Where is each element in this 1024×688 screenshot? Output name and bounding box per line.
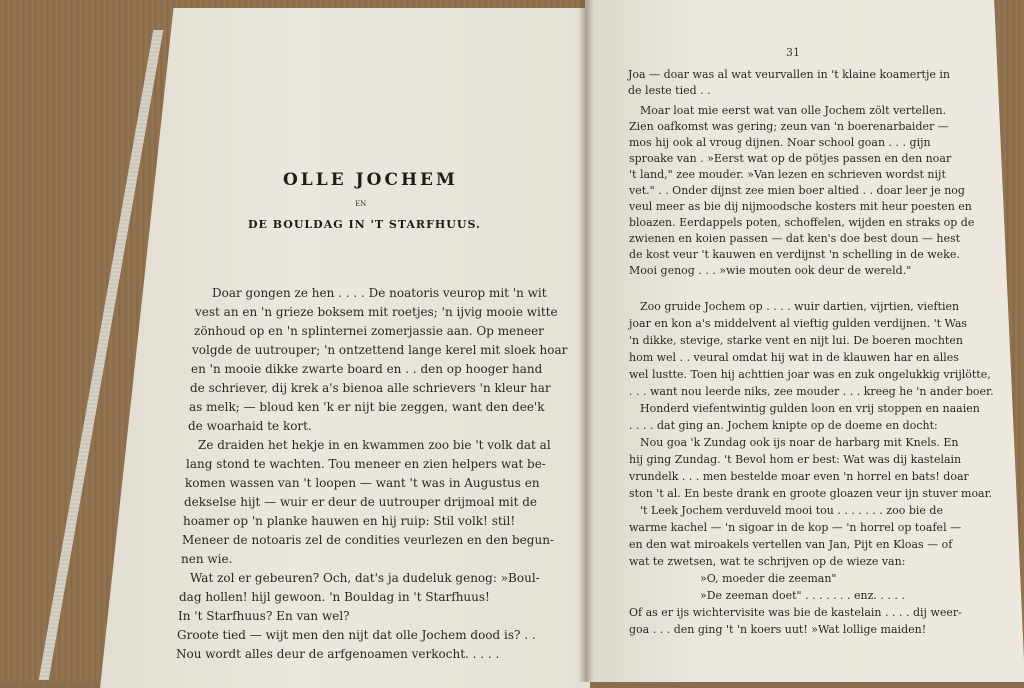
text-line: volgde de uutrouper; 'n ontzettend lange kerel mit sloek hoar bbox=[192, 343, 568, 357]
text-line: en 'n mooie dikke zwarte board en . . den op hooger hand bbox=[191, 362, 543, 376]
text-line: . . . . dat ging an. Jochem knipte op de doeme en docht: bbox=[629, 419, 938, 432]
text-line: vest an en 'n grieze boksem mit roetjes; 'n ijvig mooie witte bbox=[195, 305, 558, 319]
text-line: dekselse hijt — wuir er deur de uutrouper drijmoal mit de bbox=[184, 495, 537, 509]
text-line: . . . want nou leerde niks, zee mouder . . . kreeg he 'n ander boer. bbox=[629, 385, 994, 398]
text-line: Moar loat mie eerst wat van olle Jochem zölt vertellen. bbox=[640, 104, 947, 117]
text-line: 'n dikke, stevige, starke vent en nijt lui. De boeren mochten bbox=[629, 334, 963, 347]
text-line: wel lustte. Toen hij achttien joar was en zuk ongelukkig vrijlötte, bbox=[629, 368, 991, 381]
text-line: en den wat miroakels vertellen van Jan, Pijt en Kloas — of bbox=[629, 538, 953, 551]
text-line: goa . . . den ging 't 'n koers uut! »Wat lollige maiden! bbox=[629, 623, 927, 636]
text-line: joar en kon a's middelvent al vieftig gulden verdijnen. 't Was bbox=[629, 317, 968, 330]
chapter-subtitle: DE BOULDAG IN 'T STARFHUUS. bbox=[248, 218, 481, 231]
text-line: Zien oafkomst was gering; zeun van 'n boerenarbaider — bbox=[629, 120, 949, 133]
text-line: »O, moeder die zeeman" bbox=[700, 572, 837, 585]
text-line: wat te zwetsen, wat te schrijven op de wieze van: bbox=[629, 555, 906, 568]
text-line: dag hollen! hijl gewoon. 'n Bouldag in 't Starfhuus! bbox=[179, 590, 490, 604]
text-line: vet." . . Onder dijnst zee mien boer altied . . doar leer je nog bbox=[629, 184, 965, 197]
text-line: bloazen. Eerdappels poten, schoffelen, wijden en straks op de bbox=[629, 216, 975, 229]
text-line: sproake van . »Eerst wat op de pötjes passen en den noar bbox=[629, 152, 952, 165]
text-line: Wat zol er gebeuren? Och, dat's ja dudeluk genog: »Boul- bbox=[190, 571, 540, 585]
text-line: zönhoud op en 'n splinternei zomerjassie aan. Op meneer bbox=[194, 324, 544, 338]
text-line: Nou wordt alles deur de arfgenoamen verkocht. . . . . bbox=[176, 647, 500, 661]
text-line: Groote tied — wijt men den nijt dat olle Jochem dood is? . . bbox=[177, 628, 536, 642]
text-line: zwienen en koien passen — dat ken's doe best doun — hest bbox=[629, 232, 961, 245]
text-line: In 't Starfhuus? En van wel? bbox=[178, 609, 350, 623]
page-number: 31 bbox=[786, 46, 800, 59]
book-gutter bbox=[578, 0, 594, 682]
text-line: Nou goa 'k Zundag ook ijs noar de harbarg mit Knels. En bbox=[640, 436, 959, 449]
chapter-title: OLLE JOCHEM bbox=[283, 170, 458, 190]
text-line: vrundelk . . . men bestelde moar even 'n horrel en bats! doar bbox=[629, 470, 969, 483]
text-line: as melk; — bloud ken 'k er nijt bie zeggen, want den dee'k bbox=[189, 400, 545, 414]
text-line: de schriever, dij krek a's bienoa alle schrievers 'n kleur har bbox=[190, 381, 551, 395]
text-line: Meneer de notoaris zel de condities veurlezen en den begun- bbox=[182, 533, 554, 547]
text-line: de woarhaid te kort. bbox=[188, 419, 312, 433]
text-line: ston 't al. En beste drank en groote gloazen veur ijn stuver moar. bbox=[629, 487, 993, 500]
text-line: warme kachel — 'n sigoar in de kop — 'n horrel op toafel — bbox=[629, 521, 962, 534]
text-line: Doar gongen ze hen . . . . De noatoris veurop mit 'n wit bbox=[212, 286, 547, 300]
text-line: hij ging Zundag. 't Bevol hom er best: Wat was dij kastelain bbox=[629, 453, 962, 466]
text-line: veul meer as bie dij nijmoodsche kosters mit heur poesten en bbox=[629, 200, 972, 213]
text-line: hoamer op 'n planke hauwen en hij ruip: Stil volk! stil! bbox=[183, 514, 516, 528]
text-line: Zoo gruide Jochem op . . . . wuir dartien, vijrtien, vieftien bbox=[640, 300, 960, 313]
text-line: de leste tied . . bbox=[628, 84, 711, 97]
text-line: 't land," zee mouder. »Van lezen en schrieven wordst nijt bbox=[629, 168, 946, 181]
text-line: Of as er ijs wichtervisite was bie de kastelain . . . . dij weer- bbox=[629, 606, 962, 619]
text-line: komen wassen van 't loopen — want 't was in Augustus en bbox=[185, 476, 540, 490]
text-line: Ze draiden het hekje in en kwammen zoo bie 't volk dat al bbox=[198, 438, 551, 452]
text-line: mos hij ook al vroug dijnen. Noar school goan . . . gijn bbox=[629, 136, 931, 149]
text-line: 't Leek Jochem verduveld mooi tou . . . . . . . zoo bie de bbox=[640, 504, 943, 517]
text-line: Mooi genog . . . »wie mouten ook deur de wereld." bbox=[629, 264, 912, 277]
text-line: de kost veur 't kauwen en verdijnst 'n schelling in de weke. bbox=[629, 248, 960, 261]
text-line: Honderd viefentwintig gulden loon en vrij stoppen en naaien bbox=[640, 402, 980, 415]
text-line: lang stond te wachten. Tou meneer en zien helpers wat be- bbox=[186, 457, 546, 471]
text-line: »De zeeman doet" . . . . . . . enz. . . . . bbox=[700, 589, 905, 602]
text-line: Joa — doar was al wat veurvallen in 't klaine koamertje in bbox=[628, 68, 950, 81]
title-connector: EN bbox=[355, 200, 367, 208]
text-line: nen wie. bbox=[181, 552, 233, 566]
text-line: hom wel . . veural omdat hij wat in de klauwen har en alles bbox=[629, 351, 959, 364]
